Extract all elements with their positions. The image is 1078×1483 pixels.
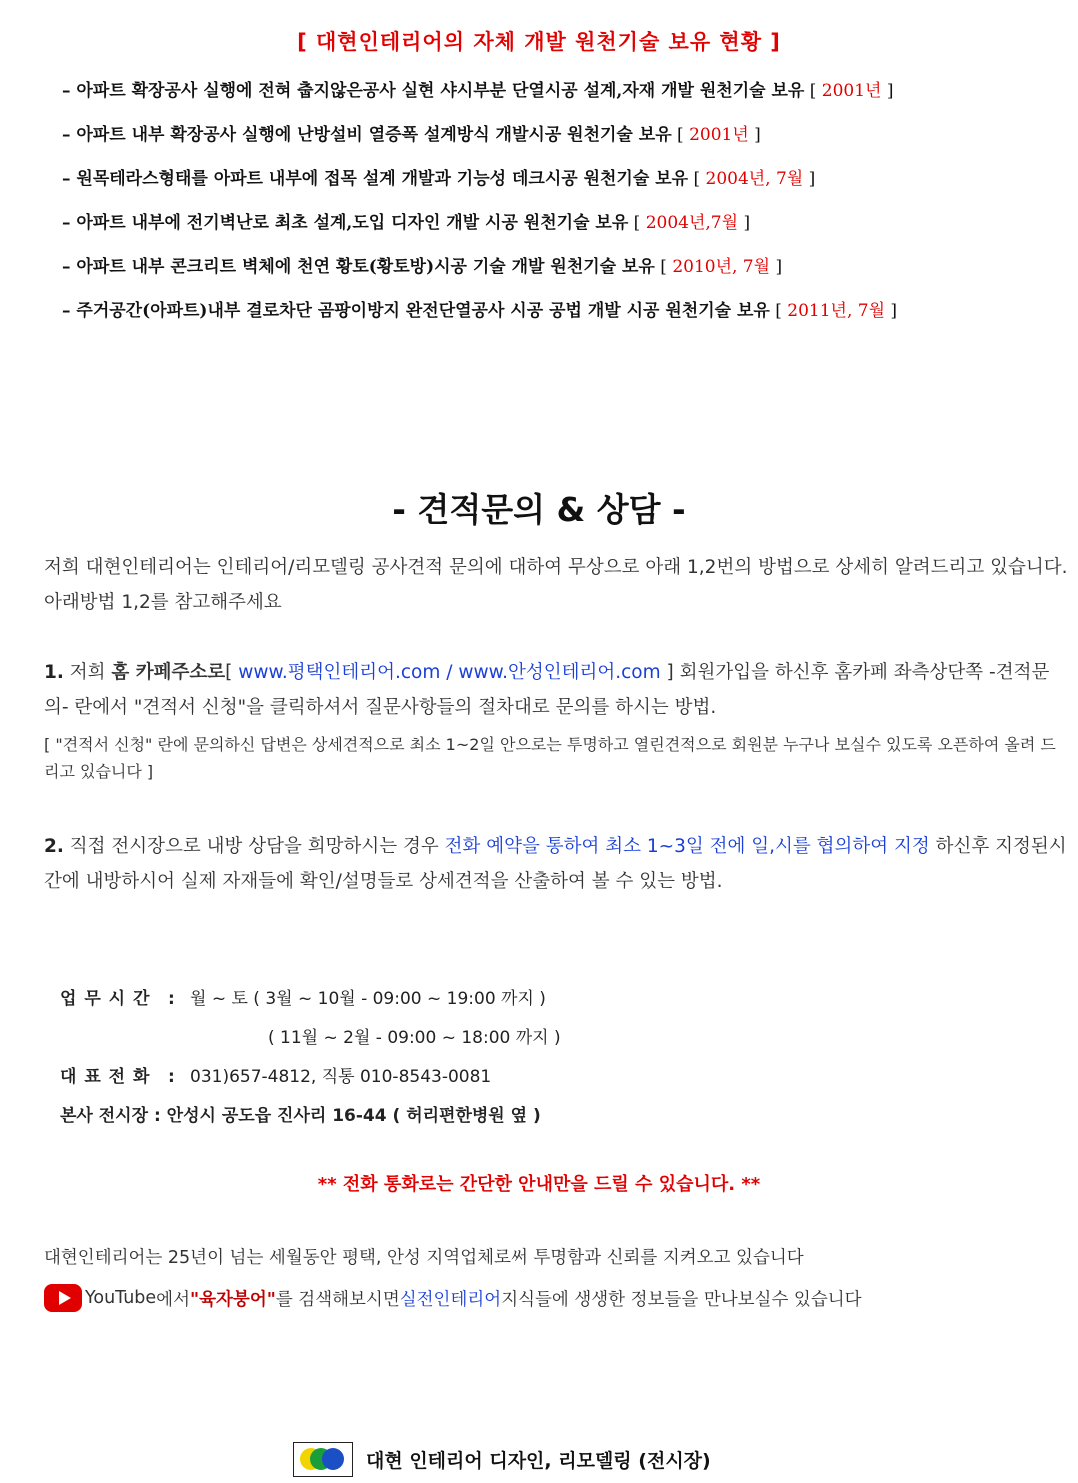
tech-item-text: – 아파트 내부에 전기벽난로 최초 설계,도입 디자인 개발 시공 원천기술 보유 <box>62 213 629 233</box>
phone-notice: ** 전화 통화로는 간단한 안내만을 드릴 수 있습니다. ** <box>317 1174 761 1195</box>
phone-row <box>60 1062 960 1101</box>
method-1-cafe-label: 홈 카페주소로 <box>111 662 226 683</box>
youtube-brand: YouTube <box>85 1288 157 1308</box>
tech-item-bracket-open: [ <box>654 257 673 277</box>
tech-item <box>62 298 1062 342</box>
method-1-note: [ "견적서 신청" 란에 문의하신 답변은 상세견적으로 최소 1~2일 안으로는 투명하고 열린견적으로 회원분 누구나 보실수 있도록 오픈하여 올려 드리고 있습니다 ] <box>44 735 1056 781</box>
youtube-promo <box>44 1284 862 1312</box>
tech-item-bracket-close: ] <box>748 125 761 145</box>
tech-item-text: – 주거공간(아파트)내부 결로차단 곰팡이방지 완전단열공사 시공 공법 개발 시공 원천기술 보유 <box>62 301 770 321</box>
tech-item <box>62 210 1062 254</box>
logo-dot-blue <box>322 1448 344 1470</box>
tech-item <box>62 254 1062 298</box>
tech-item-bracket-open: [ <box>671 125 690 145</box>
tech-item-text: – 아파트 내부 확장공사 실행에 난방설비 열증폭 설계방식 개발시공 원천기술 보유 <box>62 125 672 145</box>
method-1-instructions: ] 회원가입을 하신후 홈카페 좌측상단쪽 -견적문의- 란에서 "견적서 신청"을 클릭하셔서 질문사항들의 절차대로 문의를 하시는 방법. <box>44 662 1050 718</box>
hours-label: 업 무 시 간 <box>60 989 151 1009</box>
tech-item-bracket-close: ] <box>738 213 751 233</box>
method-2 <box>44 829 1068 899</box>
consult-title: - 견적문의 & 상담 - <box>392 490 686 529</box>
tech-item-bracket-close: ] <box>881 81 894 101</box>
tech-item <box>62 122 1062 166</box>
hours-colon: : <box>168 989 175 1009</box>
method-2-instructions: 하신후 지정된시간에 내방하시어 실제 자재들에 확인/설명들로 상세견적을 산출하여 볼 수 있는 방법. <box>44 836 1067 892</box>
tech-item-year: 2004년, 7월 <box>705 169 804 189</box>
company-history: 대현인테리어는 25년이 넘는 세월동안 평택, 안성 지역업체로써 투명함과 신뢰를 지켜오고 있습니다 <box>44 1248 804 1268</box>
method-2-number: 2. <box>44 836 64 857</box>
footer-company-name: 대현 인테리어 디자인, 리모델링 (전시장) <box>366 1450 711 1472</box>
youtube-icon[interactable] <box>44 1284 82 1312</box>
tech-item-text: – 원목테라스형태를 아파트 내부에 접목 설계 개발과 기능성 데크시공 원천기술 보유 <box>62 169 689 189</box>
tech-item-year: 2001년 <box>689 125 749 145</box>
business-info <box>60 984 960 1140</box>
youtube-text-2: 를 검색해보시면 <box>275 1289 400 1310</box>
method-1-number: 1. <box>44 662 64 683</box>
tech-item-text: – 아파트 내부 콘크리트 벽체에 천연 황토(황토방)시공 기술 개발 원천기술 보유 <box>62 257 655 277</box>
tech-item-year: 2001년 <box>821 81 882 101</box>
hours-value-2: ( 11월 ~ 2월 - 09:00 ~ 18:00 까지 ) <box>268 1028 561 1048</box>
tech-item-bracket-open: [ <box>688 169 706 189</box>
tech-section-title: [ 대현인테리어의 자체 개발 원천기술 보유 현황 ] <box>297 30 781 54</box>
hours-row <box>60 984 960 1023</box>
tech-item <box>62 78 1062 122</box>
phone-value: 031)657-4812, 직통 010-8543-0081 <box>190 1067 492 1087</box>
tech-item-bracket-close: ] <box>770 257 783 277</box>
phone-colon: : <box>168 1067 175 1087</box>
tech-item-year: 2004년,7월 <box>645 213 739 233</box>
pyeongtaek-link[interactable]: www.평택인테리어.com <box>238 662 441 683</box>
tech-item <box>62 166 1062 210</box>
tech-item-text: – 아파트 확장공사 실행에 전혀 춥지않은공사 실현 샤시부분 단열시공 설계,자재 개발 원천기술 보유 <box>62 81 805 101</box>
hours-value-1: 월 ~ 토 ( 3월 ~ 10월 - 09:00 ~ 19:00 까지 ) <box>190 989 546 1009</box>
phone-label: 대 표 전 화 <box>60 1067 151 1087</box>
consult-intro: 저희 대현인테리어는 인테리어/리모델링 공사견적 문의에 대하여 무상으로 아래 1,2번의 방법으로 상세히 알려드리고 있습니다. 아래방법 1,2를 참고해주세요 <box>44 557 1068 613</box>
footer <box>293 1442 711 1477</box>
tech-list <box>62 78 1062 342</box>
tech-item-year: 2011년, 7월 <box>787 301 885 321</box>
anseong-link[interactable]: www.안성인테리어.com <box>458 662 661 683</box>
method-1 <box>44 655 1068 725</box>
tech-item-year: 2010년, 7월 <box>672 257 771 277</box>
tech-item-bracket-close: ] <box>885 301 898 321</box>
link-separator: / <box>440 662 459 683</box>
tech-item-bracket-open: [ <box>769 301 788 321</box>
method-1-bracket: [ <box>225 662 239 683</box>
method-1-text: 저희 <box>63 662 112 683</box>
company-logo-icon <box>293 1442 353 1477</box>
tech-item-bracket-close: ] <box>803 169 816 189</box>
tech-item-bracket-open: [ <box>628 213 646 233</box>
method-2-reservation-highlight: 전화 예약을 통하여 최소 1~3일 전에 일,시를 협의하여 지정 <box>444 836 930 857</box>
youtube-channel-highlight: 실전인테리어 <box>399 1289 502 1310</box>
tech-item-bracket-open: [ <box>804 81 822 101</box>
youtube-text: 에서 <box>156 1289 190 1310</box>
method-2-text: 직접 전시장으로 내방 상담을 희망하시는 경우 <box>63 836 445 857</box>
youtube-text-3: 지식들에 생생한 정보들을 만나보실수 있습니다 <box>501 1289 862 1310</box>
hours-row-2 <box>60 1023 960 1062</box>
showroom-address: 본사 전시장 : 안성시 공도읍 진사리 16-44 ( 허리편한병원 옆 ) <box>60 1106 541 1126</box>
youtube-keyword: "육자붕어" <box>189 1289 276 1310</box>
